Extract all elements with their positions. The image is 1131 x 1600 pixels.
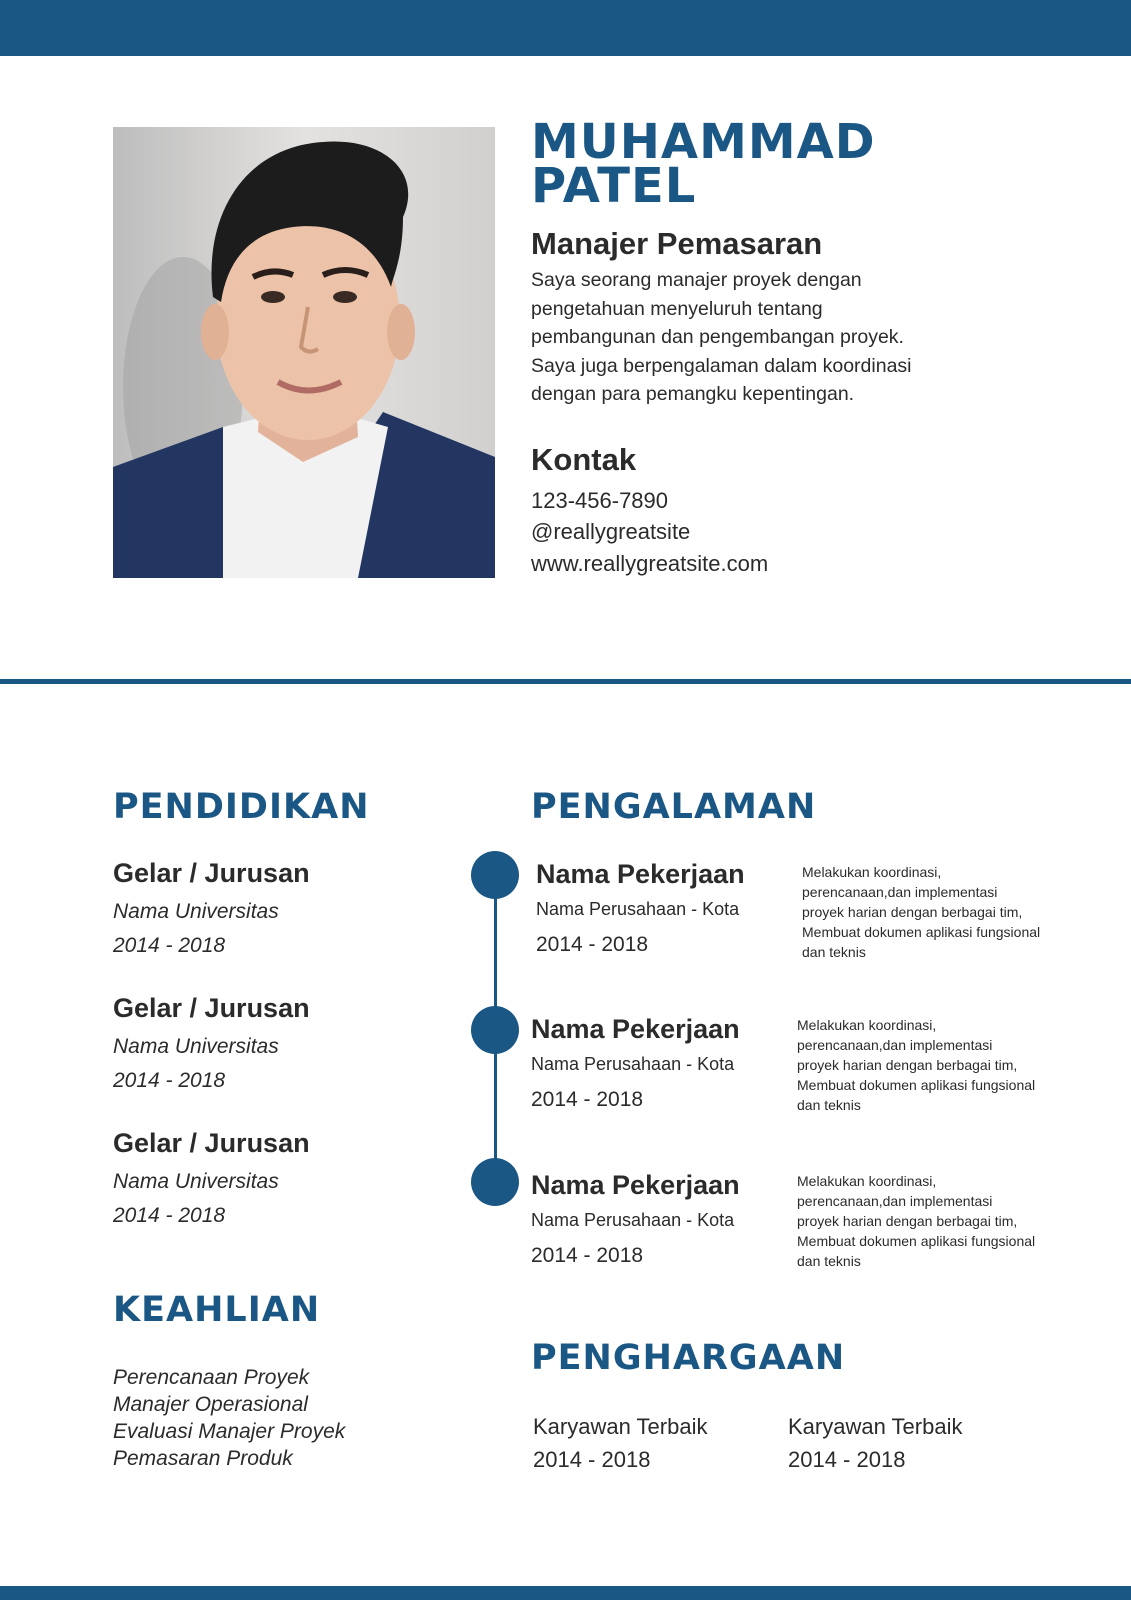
contact-website: www.reallygreatsite.com bbox=[531, 551, 769, 576]
experience-job-title: Nama Pekerjaan bbox=[531, 1014, 740, 1044]
timeline-dot bbox=[471, 851, 519, 899]
contact-phone: 123-456-7890 bbox=[531, 488, 669, 513]
candidate-name bbox=[531, 114, 876, 214]
timeline-dot bbox=[471, 1158, 519, 1206]
contact-social: @reallygreatsite bbox=[531, 519, 691, 544]
experience-years: 2014 - 2018 bbox=[536, 933, 649, 956]
profile-photo bbox=[113, 127, 495, 578]
education-university: Nama Universitas bbox=[113, 900, 279, 923]
education-university: Nama Universitas bbox=[113, 1170, 279, 1193]
award-name: Karyawan Terbaik bbox=[533, 1414, 708, 1439]
education-years: 2014 - 2018 bbox=[113, 934, 226, 957]
name-first: MUHAMMAD bbox=[531, 114, 876, 170]
name-last: PATEL bbox=[531, 158, 697, 214]
bottom-accent-bar bbox=[0, 1586, 1131, 1600]
education-years: 2014 - 2018 bbox=[113, 1204, 226, 1227]
award-years: 2014 - 2018 bbox=[788, 1447, 906, 1472]
award-years: 2014 - 2018 bbox=[533, 1447, 651, 1472]
profile-summary: Saya seorang manajer proyek dengan pengetahuan menyeluruh tentang pembangunan dan pengembangan proyek. Saya juga berpengalaman dalam koordinasi dengan para pemangku kepentingan. bbox=[531, 269, 912, 405]
skill-item: Evaluasi Manajer Proyek bbox=[113, 1420, 346, 1443]
skills-list bbox=[113, 1364, 345, 1472]
experience-years: 2014 - 2018 bbox=[531, 1244, 644, 1267]
awards-heading: PENGHARGAAN bbox=[531, 1338, 846, 1378]
experience-job-title: Nama Pekerjaan bbox=[531, 1170, 740, 1200]
top-accent-bar bbox=[0, 0, 1131, 56]
experience-description: Melakukan koordinasi, perencanaan,dan implementasi proyek harian dengan berbagai tim, Membuat dokumen aplikasi fungsional dan teknis bbox=[797, 1173, 1036, 1269]
education-item bbox=[113, 857, 310, 959]
education-heading: PENDIDIKAN bbox=[113, 787, 370, 827]
award-item bbox=[788, 1410, 962, 1476]
experience-item bbox=[531, 1013, 740, 1113]
education-university: Nama Universitas bbox=[113, 1035, 279, 1058]
experience-item bbox=[536, 858, 745, 958]
education-degree: Gelar / Jurusan bbox=[113, 993, 310, 1023]
experience-heading: PENGALAMAN bbox=[531, 787, 817, 827]
award-item bbox=[533, 1410, 707, 1476]
experience-description: Melakukan koordinasi, perencanaan,dan implementasi proyek harian dengan berbagai tim, Membuat dokumen aplikasi fungsional dan teknis bbox=[797, 1017, 1036, 1113]
education-degree: Gelar / Jurusan bbox=[113, 1128, 310, 1158]
contact-heading: Kontak bbox=[531, 442, 637, 477]
experience-years: 2014 - 2018 bbox=[531, 1088, 644, 1111]
job-title: Manajer Pemasaran bbox=[531, 226, 823, 261]
skills-heading: KEAHLIAN bbox=[113, 1290, 321, 1330]
experience-company: Nama Perusahaan - Kota bbox=[531, 1210, 735, 1230]
section-divider bbox=[0, 679, 1131, 684]
award-name: Karyawan Terbaik bbox=[788, 1414, 963, 1439]
skill-item: Perencanaan Proyek bbox=[113, 1366, 310, 1389]
education-item bbox=[113, 992, 310, 1094]
experience-job-title: Nama Pekerjaan bbox=[536, 859, 745, 889]
skill-item: Manajer Operasional bbox=[113, 1393, 308, 1416]
education-years: 2014 - 2018 bbox=[113, 1069, 226, 1092]
education-degree: Gelar / Jurusan bbox=[113, 858, 310, 888]
timeline-dot bbox=[471, 1006, 519, 1054]
experience-company: Nama Perusahaan - Kota bbox=[536, 899, 740, 919]
skill-item: Pemasaran Produk bbox=[113, 1447, 293, 1470]
education-item bbox=[113, 1127, 310, 1229]
experience-item bbox=[531, 1169, 740, 1269]
experience-company: Nama Perusahaan - Kota bbox=[531, 1054, 735, 1074]
experience-description: Melakukan koordinasi, perencanaan,dan implementasi proyek harian dengan berbagai tim, Membuat dokumen aplikasi fungsional dan teknis bbox=[802, 864, 1041, 960]
